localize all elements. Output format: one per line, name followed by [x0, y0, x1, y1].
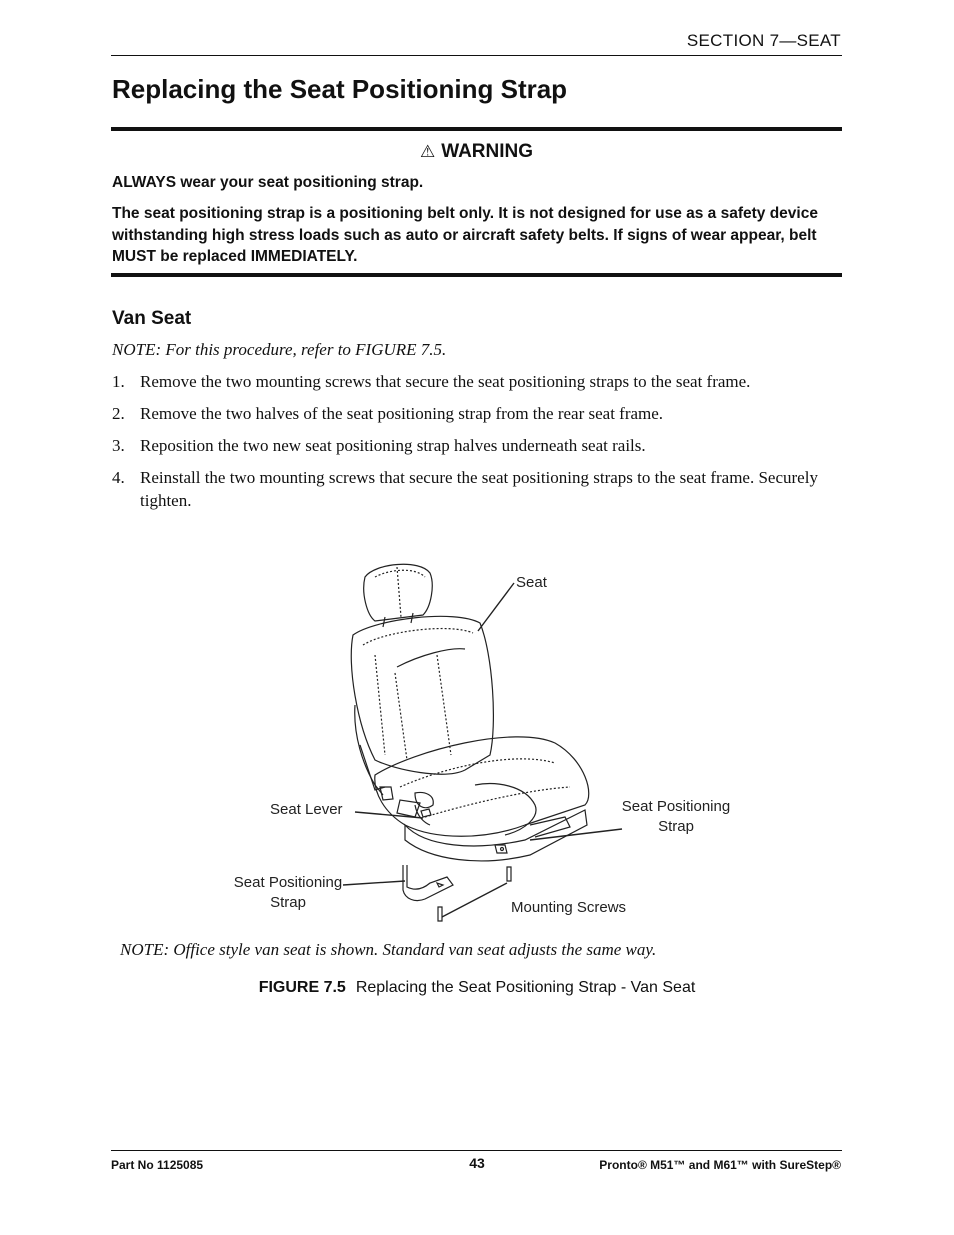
section-header: SECTION 7—SEAT	[686, 31, 841, 50]
warning-box	[111, 127, 842, 277]
van-seat-heading: Van Seat	[112, 308, 192, 329]
warning-paragraph-2: The seat positioning strap is a positioning belt only. It is not designed for use as a safety device withstanding high stress loads such as auto or aircraft safety belts. If signs of wear appear, belt MUST be replaced IMMEDIATELY.	[112, 205, 818, 265]
header-rule	[111, 55, 842, 56]
callout-strap-left: Seat Positioning Strap	[233, 874, 343, 911]
page-number: 43	[469, 1155, 485, 1171]
seat-figure	[225, 555, 745, 935]
procedure-note: NOTE: For this procedure, refer to FIGURE 7.5.	[112, 340, 447, 359]
step-item: 1. Remove the two mounting screws that secure the seat positioning straps to the seat frame.	[112, 372, 751, 391]
step-item: 3. Reposition the two new seat positioning strap halves underneath seat rails.	[112, 436, 646, 455]
step-item: 2. Remove the two halves of the seat positioning strap from the rear seat frame.	[112, 404, 664, 423]
figure-note: NOTE: Office style van seat is shown. Standard van seat adjusts the same way.	[120, 940, 657, 959]
warning-triangle-icon: ⚠	[419, 142, 436, 161]
procedure-steps	[112, 371, 842, 522]
callout-seat: Seat	[516, 574, 547, 591]
warning-paragraph-1: ALWAYS wear your seat positioning strap.	[112, 174, 424, 191]
callout-seat-lever: Seat Lever	[270, 801, 343, 818]
warning-heading: ⚠ WARNING	[419, 141, 534, 162]
page-title: Replacing the Seat Positioning Strap	[112, 74, 568, 104]
callout-strap-right: Seat Positioning Strap	[621, 798, 731, 835]
footer-product: Pronto® M51™ and M61™ with SureStep®	[599, 1158, 841, 1172]
step-item: 4. Reinstall the two mounting screws that secure the seat positioning straps to the seat frame. Securely tighten.	[112, 468, 818, 510]
callout-mounting-screws: Mounting Screws	[511, 899, 627, 916]
footer-part-number: Part No 1125085	[111, 1158, 204, 1172]
figure-caption: FIGURE 7.5 Replacing the Seat Positioning Strap - Van Seat	[258, 979, 696, 996]
footer-rule	[111, 1150, 842, 1151]
